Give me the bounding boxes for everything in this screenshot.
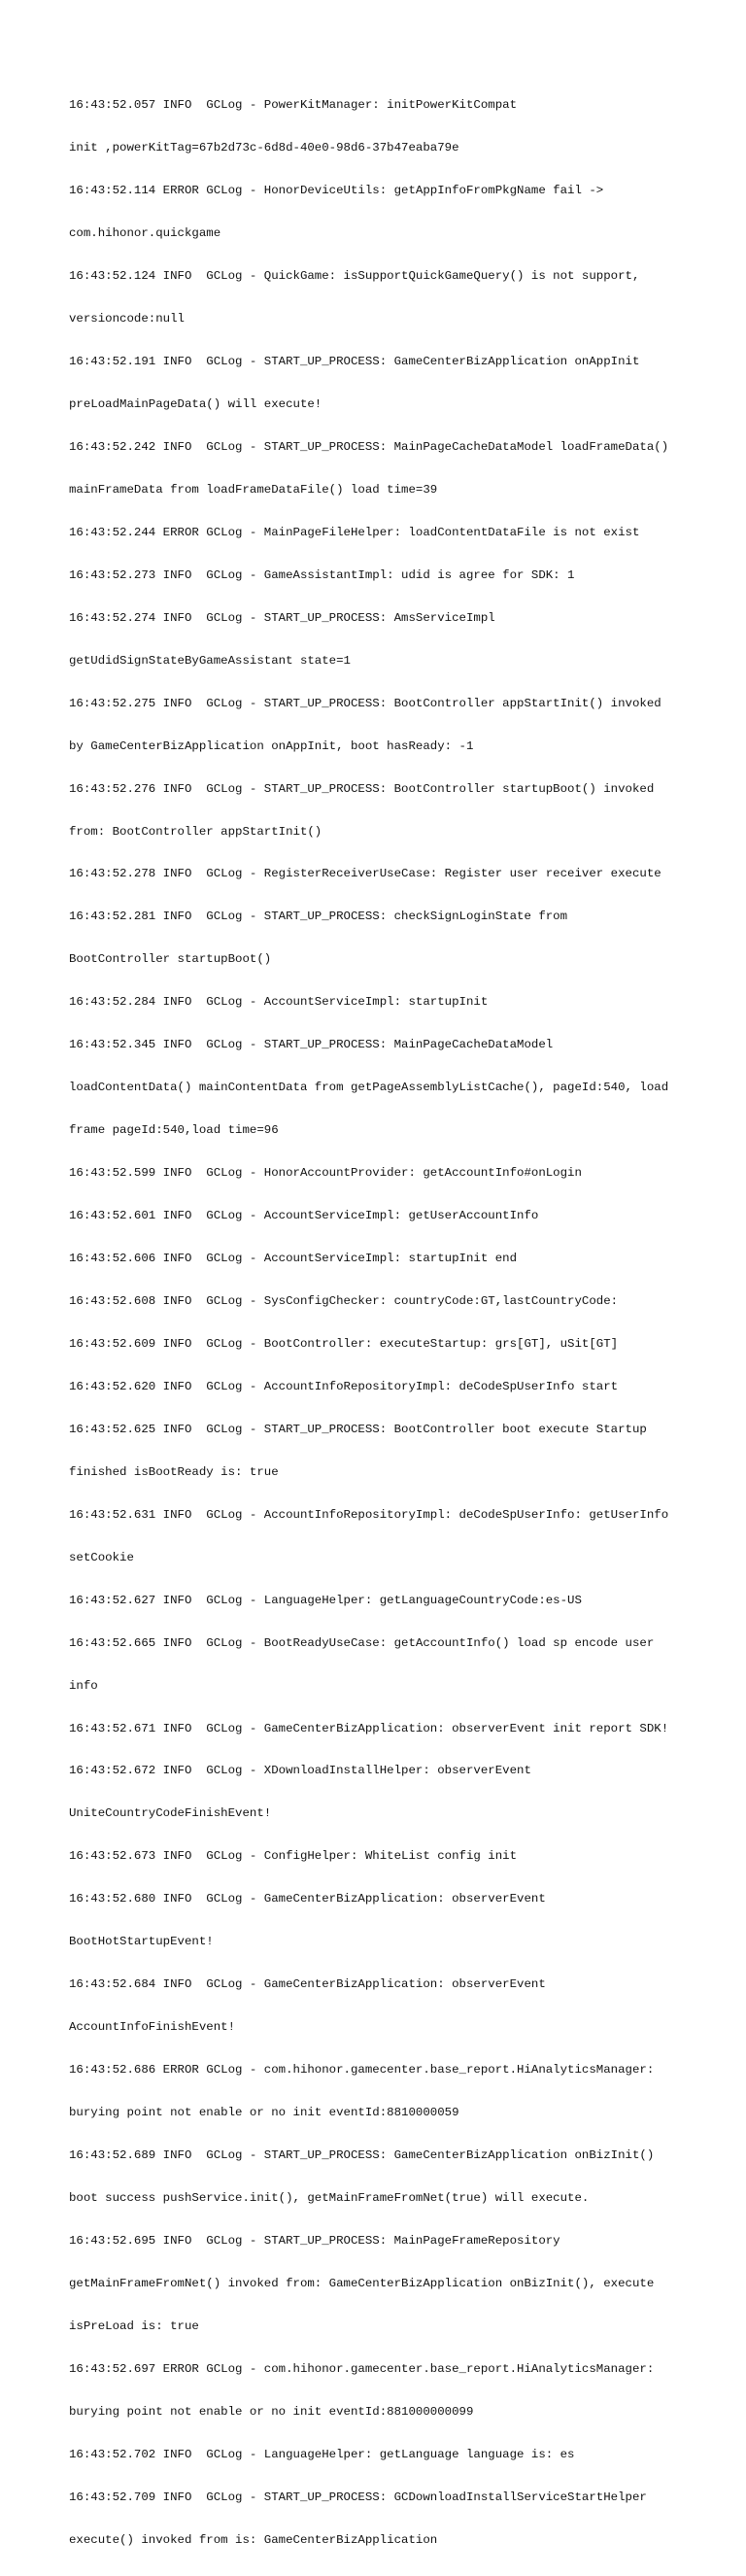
log-line: 16:43:52.672 INFO GCLog - XDownloadInstallHelper: observerEvent [69,1764,531,1778]
log-line: 16:43:52.276 INFO GCLog - START_UP_PROCESS: BootController startupBoot() invoked [69,781,655,796]
log-line: getUdidSignStateByGameAssistant state=1 [69,653,351,668]
log-line: 16:43:52.625 INFO GCLog - START_UP_PROCESS: BootController boot execute Startup [69,1422,647,1436]
log-line: 16:43:52.671 INFO GCLog - GameCenterBizApplication: observerEvent init report SDK! [69,1721,669,1735]
log-line: mainFrameData from loadFrameDataFile() load time=39 [69,482,438,497]
log-line: finished isBootReady is: true [69,1464,279,1479]
log-line: com.hihonor.quickgame [69,226,221,241]
log-line: 16:43:52.627 INFO GCLog - LanguageHelper: getLanguageCountryCode:es-US [69,1593,582,1607]
log-line: isPreLoad is: true [69,2318,199,2333]
log-line: 16:43:52.281 INFO GCLog - START_UP_PROCESS: checkSignLoginState from [69,910,568,924]
log-line: 16:43:52.191 INFO GCLog - START_UP_PROCESS: GameCenterBizApplication onAppInit [69,355,640,369]
log-line: 16:43:52.345 INFO GCLog - START_UP_PROCESS: MainPageCacheDataModel [69,1038,554,1052]
log-line: init ,powerKitTag=67b2d73c-6d8d-40e0-98d6-37b47eaba79e [69,141,459,155]
log-line: from: BootController appStartInit() [69,824,322,839]
log-line: 16:43:52.709 INFO GCLog - START_UP_PROCESS: GCDownloadInstallServiceStartHelper [69,2490,647,2504]
log-line: AccountInfoFinishEvent! [69,2020,236,2035]
log-line: setCookie [69,1550,134,1564]
log-line: 16:43:52.284 INFO GCLog - AccountServiceImpl: startupInit [69,995,489,1010]
log-line: 16:43:52.057 INFO GCLog - PowerKitManager: initPowerKitCompat [69,98,518,113]
log-line: 16:43:52.608 INFO GCLog - SysConfigChecker: countryCode:GT,lastCountryCode: [69,1294,619,1308]
log-line: by GameCenterBizApplication onAppInit, boot hasReady: -1 [69,738,474,753]
log-line: BootController startupBoot() [69,952,272,967]
log-line: execute() invoked from is: GameCenterBizApplication [69,2532,438,2547]
log-line: 16:43:52.695 INFO GCLog - START_UP_PROCESS: MainPageFrameRepository [69,2233,560,2248]
log-line: 16:43:52.601 INFO GCLog - AccountServiceImpl: getUserAccountInfo [69,1209,539,1223]
log-line: 16:43:52.620 INFO GCLog - AccountInfoRepositoryImpl: deCodeSpUserInfo start [69,1379,619,1393]
log-line: 16:43:52.680 INFO GCLog - GameCenterBizApplication: observerEvent [69,1892,546,1906]
log-line: loadContentData() mainContentData from getPageAssemblyListCache(), pageId:540, load [69,1081,669,1095]
log-line: burying point not enable or no init eventId:8810000059 [69,2106,459,2120]
log-line: UniteCountryCodeFinishEvent! [69,1806,272,1821]
log-line: 16:43:52.274 INFO GCLog - START_UP_PROCESS: AmsServiceImpl [69,610,495,625]
log-line: 16:43:52.124 INFO GCLog - QuickGame: isSupportQuickGameQuery() is not support, [69,269,640,284]
log-line: 16:43:52.244 ERROR GCLog - MainPageFileHelper: loadContentDataFile is not exist [69,525,640,539]
log-line: frame pageId:540,load time=96 [69,1123,279,1138]
log-line: 16:43:52.273 INFO GCLog - GameAssistantImpl: udid is agree for SDK: 1 [69,567,575,582]
log-line: 16:43:52.689 INFO GCLog - START_UP_PROCESS: GameCenterBizApplication onBizInit() [69,2148,655,2163]
log-line: preLoadMainPageData() will execute! [69,396,322,411]
log-line: 16:43:52.278 INFO GCLog - RegisterReceiverUseCase: Register user receiver execute [69,867,661,881]
log-line: 16:43:52.275 INFO GCLog - START_UP_PROCESS: BootController appStartInit() invoked [69,696,661,710]
log-line: burying point not enable or no init eventId:881000000099 [69,2404,474,2419]
log-line: boot success pushService.init(), getMainFrameFromNet(true) will execute. [69,2191,590,2206]
log-line: 16:43:52.114 ERROR GCLog - HonorDeviceUtils: getAppInfoFromPkgName fail -> [69,184,604,198]
log-line: 16:43:52.686 ERROR GCLog - com.hihonor.gamecenter.base_report.HiAnalyticsManager: [69,2063,655,2078]
log-line: 16:43:52.606 INFO GCLog - AccountServiceImpl: startupInit end [69,1252,518,1266]
log-line: 16:43:52.697 ERROR GCLog - com.hihonor.gamecenter.base_report.HiAnalyticsManager: [69,2361,655,2376]
log-line: 16:43:52.702 INFO GCLog - LanguageHelper: getLanguage language is: es [69,2447,575,2461]
log-line: 16:43:52.665 INFO GCLog - BootReadyUseCase: getAccountInfo() load sp encode user [69,1635,655,1650]
log-line: 16:43:52.673 INFO GCLog - ConfigHelper: WhiteList config init [69,1849,518,1864]
log-line: 16:43:52.242 INFO GCLog - START_UP_PROCESS: MainPageCacheDataModel loadFrameData() [69,439,669,454]
log-line: getMainFrameFromNet() invoked from: GameCenterBizApplication onBizInit(), execute [69,2276,655,2290]
log-text-block [69,70,700,2576]
log-line: versioncode:null [69,312,185,326]
log-line: 16:43:52.684 INFO GCLog - GameCenterBizApplication: observerEvent [69,1977,546,1992]
log-line: 16:43:52.599 INFO GCLog - HonorAccountProvider: getAccountInfo#onLogin [69,1166,582,1181]
log-line: 16:43:52.631 INFO GCLog - AccountInfoRepositoryImpl: deCodeSpUserInfo: getUserInfo [69,1507,669,1522]
log-line: 16:43:52.609 INFO GCLog - BootController: executeStartup: grs[GT], uSit[GT] [69,1336,619,1351]
log-line: info [69,1678,98,1693]
log-line: BootHotStartupEvent! [69,1935,214,1949]
